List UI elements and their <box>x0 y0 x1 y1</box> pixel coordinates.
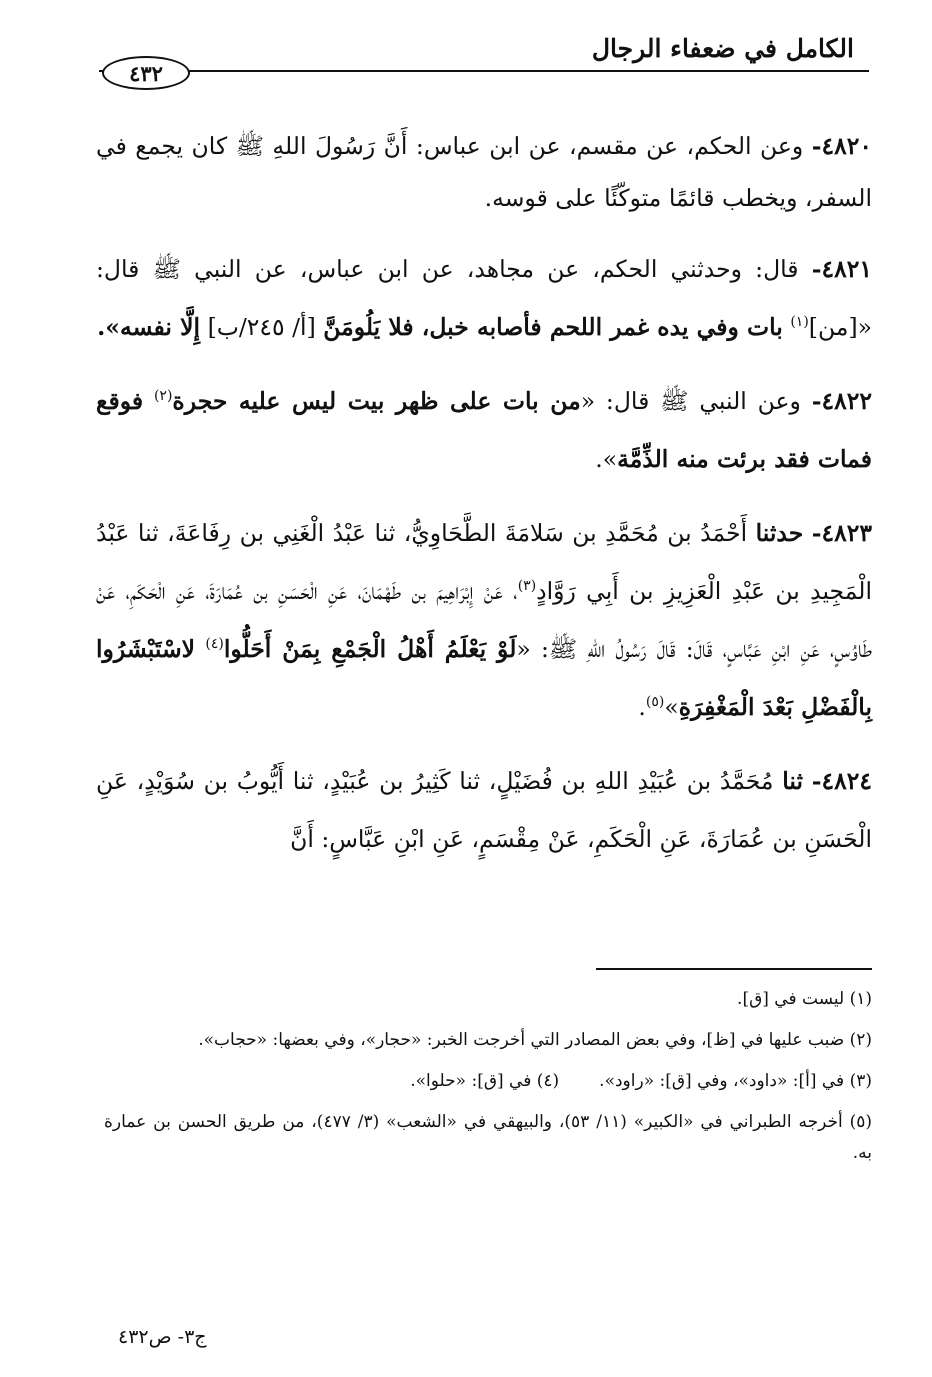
hadith-text: وعن النبي ﷺ قال: « <box>580 387 801 415</box>
hadith-4822 <box>96 372 872 488</box>
hadith-number: ٤٨٢٣- <box>811 519 872 547</box>
hadith-matn-end: لاسْتَبْشَرُوا بِالْفَضْلِ بَعْدَ الْمَغْفِرَةِ <box>96 635 872 721</box>
hadith-number: ٤٨٢٤- <box>811 767 872 795</box>
closing-quote: » <box>664 693 679 721</box>
folio-reference: ج٣- ص٤٣٢ <box>118 1326 207 1348</box>
running-header-title: الكامل في ضعفاء الرجال <box>591 34 854 63</box>
hadith-matn: لَوْ يَعْلَمُ أَهْلُ الْجَمْعِ بِمَنْ أَحَلُّوا <box>223 635 517 663</box>
footnote-ref: (٣) <box>517 578 537 595</box>
header-rule <box>99 70 869 72</box>
hadith-number: ٤٨٢١- <box>811 255 872 283</box>
hadith-matn: بات وفي يده غمر اللحم فأصابه خبل، فلا يَلُومَنَّ <box>323 313 783 341</box>
isnad-text: مُحَمَّدُ بن عُبَيْدِ اللهِ بن فُضَيْلٍ، ثنا كَثِيرُ بن عُبَيْدٍ، ثنا أَيُّوبُ بن سُوَيْدٍ، عَنِ الْحَسَنِ بن عُمَارَةَ، عَنِ الْحَكَمِ، عَنْ مِقْسَمٍ، عَنِ ابْنِ عَبَّاسٍ: أَنَّ <box>96 767 872 853</box>
hadith-4824 <box>96 752 872 868</box>
hadith-number: ٤٨٢٢- <box>811 387 872 415</box>
isnad-text: أَحْمَدُ بن مُحَمَّدِ بن سَلامَةَ الطَّحَاوِيُّ، ثنا عَبْدُ الْغَنِي بن رِفَاعَةَ، ثنا عَبْدُ الْمَجِيدِ بن عَبْدِ الْعَزِيزِ بن أَبِي رَوَّادٍ <box>96 519 872 605</box>
hadith-number: ٤٨٢٠- <box>811 132 872 160</box>
footnote-ref: (٢) <box>153 388 173 405</box>
transmission-term: ثنا <box>782 767 804 795</box>
page-number-oval <box>102 56 190 90</box>
manuscript-ref: [أ/ ٢٤٥/ب] <box>207 313 316 341</box>
hadith-matn-end: فوقع فمات فقد برئت منه الذِّمَّة <box>96 387 872 473</box>
footnote-4: (٤) في [ق]: «حلوا». <box>410 1071 560 1091</box>
hadith-4820 <box>96 120 872 224</box>
hadith-4821 <box>96 240 872 356</box>
hadith-4823 <box>96 504 872 736</box>
footnote-2: (٢) ضبب عليها في [ظ]، وفي بعض المصادر التي أخرجت الخبر: «حجار»، وفي بعضها: «حجاب». <box>198 1030 872 1050</box>
footnote-ref: (٤) <box>205 636 224 653</box>
hadith-text: قال: وحدثني الحكم، عن مجاهد، عن ابن عباس، عن النبي ﷺ قال: «[من] <box>96 255 872 341</box>
isnad-text-cont: ، عَنْ إِبْرَاهِيمَ بن طَهْمَانَ، عَنِ الْحَسَنِ بن عُمَارَةَ، عَنِ الْحَكَمِ، عَنْ طَاوُسٍ، عَنِ ابْنِ عَبَّاسٍ، قَالَ: قَالَ رَسُولُ اللهِ ﷺ: « <box>96 577 872 663</box>
main-text <box>96 120 872 884</box>
transmission-term: حدثنا <box>755 519 804 547</box>
hadith-matn: من بات على ظهر بيت ليس عليه حجرة <box>172 387 581 415</box>
footnote-separator <box>596 968 872 970</box>
hadith-matn-end: إِلَّا نفسه». <box>97 313 201 341</box>
period: . <box>638 693 646 721</box>
footnotes <box>104 984 872 1179</box>
footnote-3: (٣) في [أ]: «داود»، وفي [ق]: «راود». <box>599 1071 872 1091</box>
footnote-row-3-4 <box>104 1066 872 1097</box>
hadith-text: وعن الحكم، عن مقسم، عن ابن عباس: أَنَّ رَسُولَ اللهِ ﷺ كان يجمع في السفر، ويخطب قائمًا متوكّئًا على قوسه. <box>96 132 872 212</box>
footnote-1: (١) ليست في [ق]. <box>737 989 872 1009</box>
footnote-ref: (١) <box>790 314 809 331</box>
page-number: ٤٣٢ <box>129 60 163 86</box>
footnote-ref: (٥) <box>645 694 665 711</box>
closing-quote: ». <box>595 445 618 473</box>
footnote-5: (٥) أخرجه الطبراني في «الكبير» (١١/ ٥٣)، والبيهقي في «الشعب» (٣/ ٤٧٧)، من طريق الحسن بن عمارة به. <box>104 1112 873 1163</box>
